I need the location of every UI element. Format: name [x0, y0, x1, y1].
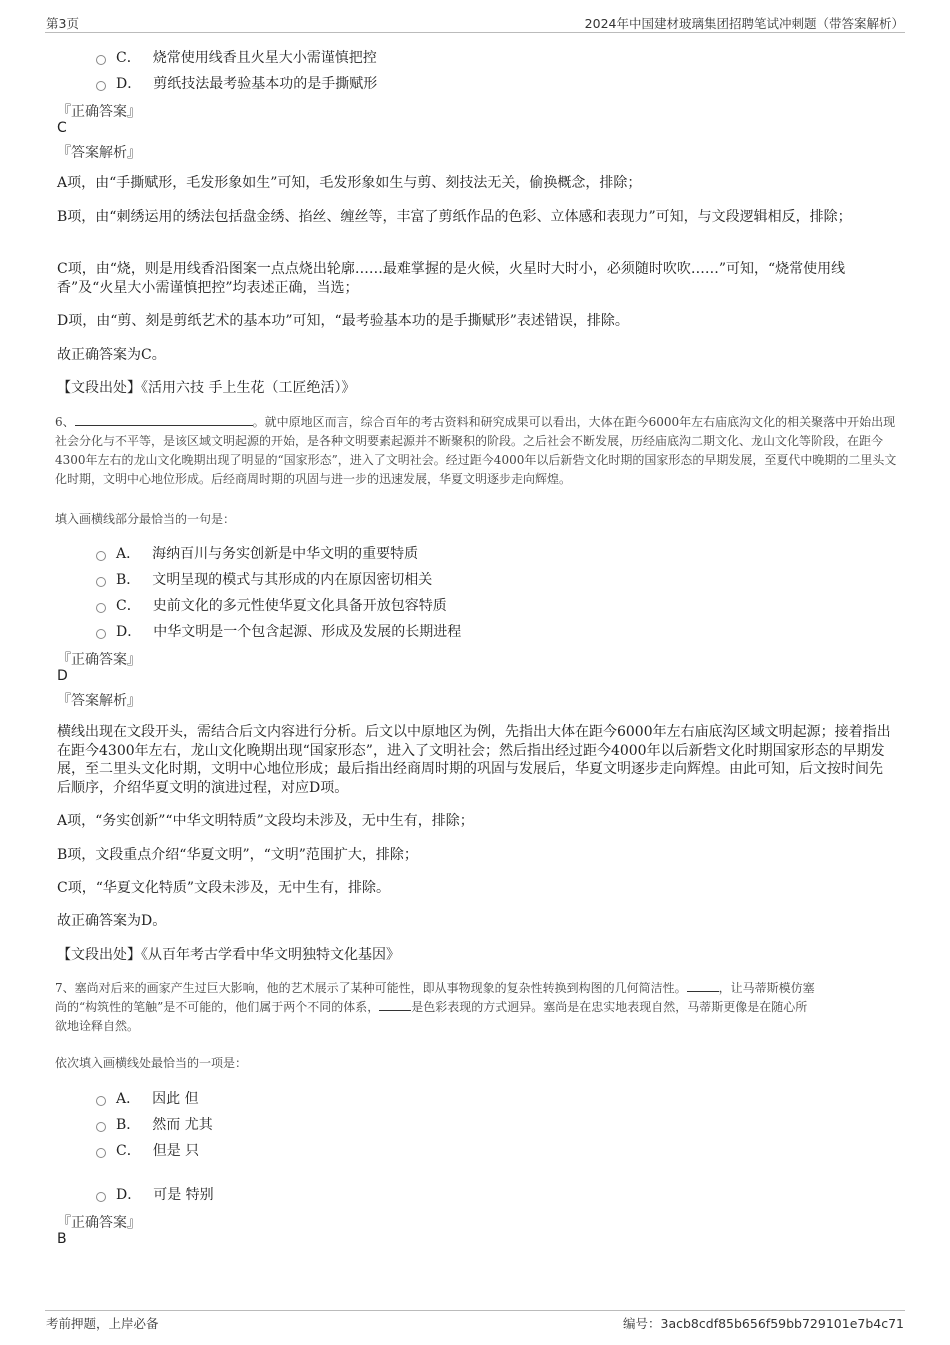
- footer-slogan: 考前押题，上岸必备: [46, 1316, 159, 1331]
- q6-analysis-label: 『答案解析』: [57, 693, 141, 709]
- radio-icon[interactable]: [96, 629, 106, 639]
- q5-answer-label: 『正确答案』: [57, 104, 141, 120]
- q7-option-c[interactable]: C． 但是 只: [96, 1140, 199, 1160]
- q6-answer: D: [57, 668, 68, 684]
- footer-serial: 编号：3acb8cdf85b656f59bb729101e7b4c71: [623, 1316, 904, 1331]
- radio-icon[interactable]: [96, 55, 106, 65]
- q7-prompt: 依次填入画横线处最恰当的一项是：: [55, 1056, 248, 1070]
- radio-icon[interactable]: [96, 1192, 106, 1202]
- q5-option-d[interactable]: D． 剪纸技法最考验基本功的是手撕赋形: [96, 73, 377, 93]
- q6-analysis-a: A项，“务实创新”“中华文明特质”文段均未涉及，无中生有，排除；: [57, 813, 474, 829]
- q6-analysis-main: 横线出现在文段开头，需结合后文内容进行分析。后文以中原地区为例，先指出大体在距今6000年左右庙底沟区域文明起源；接着指出在距今4300年左右，龙山文化晚期出现“国家形态”，进入了文明社会；然后指出经过距今4000年以后新砦文化时期国家形态的早期发展，至二里头文化时期，文明中心地位形成；最后指出经商周时期的巩固与发展后，华夏文明逐步走向辉煌。由此可知，后文按时间先后顺序，介绍华夏文明的演进过程，对应D项。: [57, 724, 891, 796]
- q5-analysis-label: 『答案解析』: [57, 145, 141, 161]
- q5-option-c[interactable]: C． 烧常使用线香且火星大小需谨慎把控: [96, 47, 377, 67]
- q7-blank-1: [687, 979, 719, 992]
- q6-option-b[interactable]: B． 文明呈现的模式与其形成的内在原因密切相关: [96, 569, 432, 589]
- radio-icon[interactable]: [96, 577, 106, 587]
- q6-answer-label: 『正确答案』: [57, 652, 141, 668]
- q6-source: 【文段出处】《从百年考古学看中华文明独特文化基因》: [57, 947, 400, 963]
- radio-icon[interactable]: [96, 1122, 106, 1132]
- q7-blank-2: [379, 998, 411, 1011]
- q7-answer-label: 『正确答案』: [57, 1215, 141, 1231]
- q5-analysis-b: B项，由“刺绣运用的绣法包括盘金绣、掐丝、缠丝等，丰富了剪纸作品的色彩、立体感和表现力”可知，与文段逻辑相反，排除；: [57, 209, 852, 225]
- q6-conclusion: 故正确答案为D。: [57, 913, 167, 929]
- page-number: 第3页: [46, 16, 79, 31]
- q6-analysis-b: B项，文段重点介绍“华夏文明”，“文明”范围扩大，排除；: [57, 847, 418, 863]
- q6-prompt: 填入画横线部分最恰当的一句是：: [55, 512, 236, 526]
- radio-icon[interactable]: [96, 551, 106, 561]
- document-title: 2024年中国建材玻璃集团招聘笔试冲刺题（带答案解析）: [584, 16, 904, 31]
- q6-option-d[interactable]: D． 中华文明是一个包含起源、形成及发展的长期进程: [96, 621, 461, 641]
- q5-analysis-c: C项，由“烧，则是用线香沿图案一点点烧出轮廓……最难掌握的是火候，火星时大时小，必须随时吹吹……”可知，“烧常使用线香”及“火星大小需谨慎把控”均表述正确，当选；: [57, 261, 846, 296]
- q6-analysis-c: C项，“华夏文化特质”文段未涉及，无中生有，排除。: [57, 880, 391, 896]
- radio-icon[interactable]: [96, 1096, 106, 1106]
- q7-stem-line1: 7、塞尚对后来的画家产生过巨大影响，他的艺术展示了某种可能性，即从事物现象的复杂性转换到构图的几何简洁性。 ，让马蒂斯模仿塞: [55, 981, 815, 995]
- q7-answer: B: [57, 1231, 67, 1247]
- header-rule: [45, 32, 905, 33]
- q7-option-d[interactable]: D． 可是 特别: [96, 1184, 214, 1204]
- q7-option-b[interactable]: B． 然而 尤其: [96, 1114, 213, 1134]
- q6-stem: 6、 。就中原地区而言，综合百年的考古资料和研究成果可以看出，大体在距今6000年左右庙底沟文化的相关聚落中开始出现社会分化与不平等，是该区域文明起源的开始，是各种文明要素起源并不断聚积的阶段。之后社会不断发展，历经庙底沟二期文化、龙山文化等阶段，在距今4300年左右的龙山文化晚期出现了明显的“国家形态”，进入了文明社会。经过距今4000年以后新砦文化时期的国家形态的早期发展，至夏代中晚期的二里头文化时期，文明中心地位形成。后经商周时期的巩固与进一步的迅速发展，华夏文明逐步走向辉煌。: [55, 415, 897, 486]
- q7-stem-line2: 尚的“构筑性的笔触”是不可能的，他们属于两个不同的体系， 是色彩表现的方式迥异。塞尚是在忠实地表现自然，马蒂斯更像是在随心所: [55, 1000, 808, 1014]
- q6-blank: [75, 413, 253, 426]
- q5-source: 【文段出处】《活用六技 手上生花（工匠绝活）》: [57, 380, 356, 396]
- q5-answer: C: [57, 120, 67, 136]
- q7-stem-line3: 欲地诠释自然。: [55, 1019, 140, 1033]
- q5-conclusion: 故正确答案为C。: [57, 347, 166, 363]
- radio-icon[interactable]: [96, 603, 106, 613]
- radio-icon[interactable]: [96, 1148, 106, 1158]
- radio-icon[interactable]: [96, 81, 106, 91]
- q5-analysis-d: D项，由“剪、刻是剪纸艺术的基本功”可知，“最考验基本功的是手撕赋形”表述错误，排除。: [57, 313, 629, 329]
- q7-option-a[interactable]: A． 因此 但: [96, 1088, 199, 1108]
- footer-rule: [45, 1310, 905, 1311]
- q6-option-c[interactable]: C． 史前文化的多元性使华夏文化具备开放包容特质: [96, 595, 447, 615]
- q5-analysis-a: A项，由“手撕赋形，毛发形象如生”可知，毛发形象如生与剪、刻技法无关，偷换概念，排除；: [57, 175, 642, 191]
- q6-option-a[interactable]: A． 海纳百川与务实创新是中华文明的重要特质: [96, 543, 418, 563]
